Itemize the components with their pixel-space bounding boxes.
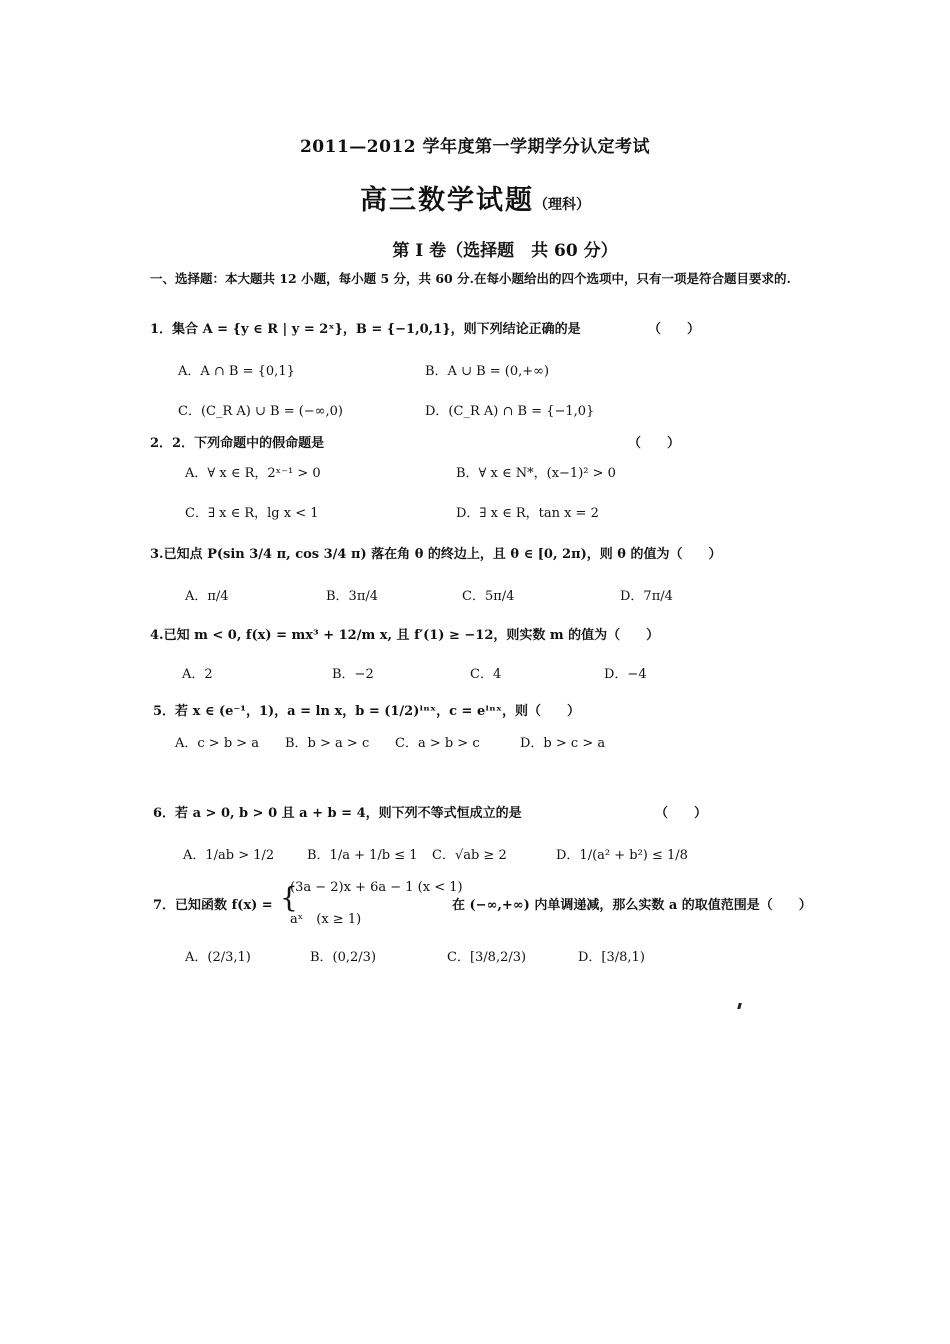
question-7-piece-2: aˣ (x ≥ 1) xyxy=(290,912,362,927)
instructions: 一、选择题：本大题共 12 小题，每小题 5 分，共 60 分.在每小题给出的四个选项中，只有一项是符合题目要求的. xyxy=(150,271,791,286)
question-6-option-d: D．1/(a² + b²) ≤ 1/8 xyxy=(556,848,688,863)
question-2-stem: 2．2．下列命题中的假命题是 xyxy=(150,436,325,451)
question-5-stem: 5．若 x ∈ (e⁻¹，1)，a = ln x，b = (1/2)ˡⁿˣ，c = eˡⁿˣ，则（ ） xyxy=(153,704,580,719)
question-1-option-a: A．A ∩ B = {0,1} xyxy=(178,364,295,379)
question-3-option-c: C．5π/4 xyxy=(462,589,515,604)
question-1-option-c: C．(C_R A) ∪ B = (−∞,0) xyxy=(178,404,343,419)
question-2-option-a: A．∀ x ∈ R，2ˣ⁻¹ > 0 xyxy=(185,466,321,481)
question-1-option-b: B．A ∪ B = (0,+∞) xyxy=(425,364,550,379)
question-7-piece-1: (3a − 2)x + 6a − 1 (x < 1) xyxy=(290,880,463,895)
question-6-answer-blank: （ ） xyxy=(655,806,708,821)
question-7-stem-prefix: 7．已知函数 f(x) = xyxy=(153,898,273,913)
question-4-option-a: A．2 xyxy=(182,667,213,682)
question-7-option-c: C．[3/8,2/3) xyxy=(447,950,527,965)
piecewise-brace: { xyxy=(280,881,298,914)
question-1-option-d: D．(C_R A) ∩ B = {−1,0} xyxy=(425,404,595,419)
question-2-option-d: D．∃ x ∈ R，tan x = 2 xyxy=(456,506,599,521)
question-7-option-d: D．[3/8,1) xyxy=(578,950,645,965)
question-3-option-a: A．π/4 xyxy=(185,589,229,604)
question-5-option-a: A．c > b > a xyxy=(175,736,260,751)
question-3-option-b: B．3π/4 xyxy=(326,589,379,604)
section-title: 第 I 卷（选择题 共 60 分） xyxy=(392,241,618,261)
question-6-option-c: C．√ab ≥ 2 xyxy=(432,848,507,863)
question-5-option-c: C．a > b > c xyxy=(395,736,480,751)
question-7-option-b: B．(0,2/3) xyxy=(310,950,377,965)
question-2-option-c: C．∃ x ∈ R，lg x < 1 xyxy=(185,506,319,521)
exam-title: 2011—2012 学年度第一学期学分认定考试 xyxy=(299,137,651,157)
question-1-stem: 1．集合 A = {y ∈ R | y = 2ˣ}，B = {−1,0,1}，则下列结论正确的是 xyxy=(150,322,581,337)
scan-speck xyxy=(737,1003,742,1009)
question-7-stem-suffix: 在 (−∞,+∞) 内单调递减，那么实数 a 的取值范围是（ ） xyxy=(452,898,812,913)
question-4-option-b: B．−2 xyxy=(332,667,374,682)
question-5-option-d: D．b > c > a xyxy=(520,736,606,751)
question-7-option-a: A．(2/3,1) xyxy=(185,950,251,965)
question-4-stem: 4.已知 m < 0, f(x) = mx³ + 12/m x, 且 f′(1) ≥ −12，则实数 m 的值为（ ） xyxy=(150,628,660,643)
question-6-option-b: B．1/a + 1/b ≤ 1 xyxy=(307,848,418,863)
question-6-stem: 6．若 a > 0, b > 0 且 a + b = 4，则下列不等式恒成立的是 xyxy=(153,806,522,821)
question-4-option-d: D．−4 xyxy=(604,667,647,682)
subject-title-text: 高三数学试题 xyxy=(360,185,534,216)
question-5-option-b: B．b > a > c xyxy=(285,736,370,751)
question-6-option-a: A．1/ab > 1/2 xyxy=(183,848,275,863)
question-3-option-d: D．7π/4 xyxy=(620,589,673,604)
question-2-answer-blank: （ ） xyxy=(628,436,681,451)
question-1-answer-blank: （ ） xyxy=(648,322,701,337)
subject-note: （理科） xyxy=(534,197,590,213)
subject-title xyxy=(0,178,950,217)
question-4-option-c: C．4 xyxy=(470,667,502,682)
question-3-stem: 3.已知点 P(sin 3/4 π, cos 3/4 π) 落在角 θ 的终边上，且 θ ∈ [0, 2π)，则 θ 的值为（ ） xyxy=(150,547,722,562)
question-2-option-b: B．∀ x ∈ N*，(x−1)² > 0 xyxy=(456,466,616,481)
